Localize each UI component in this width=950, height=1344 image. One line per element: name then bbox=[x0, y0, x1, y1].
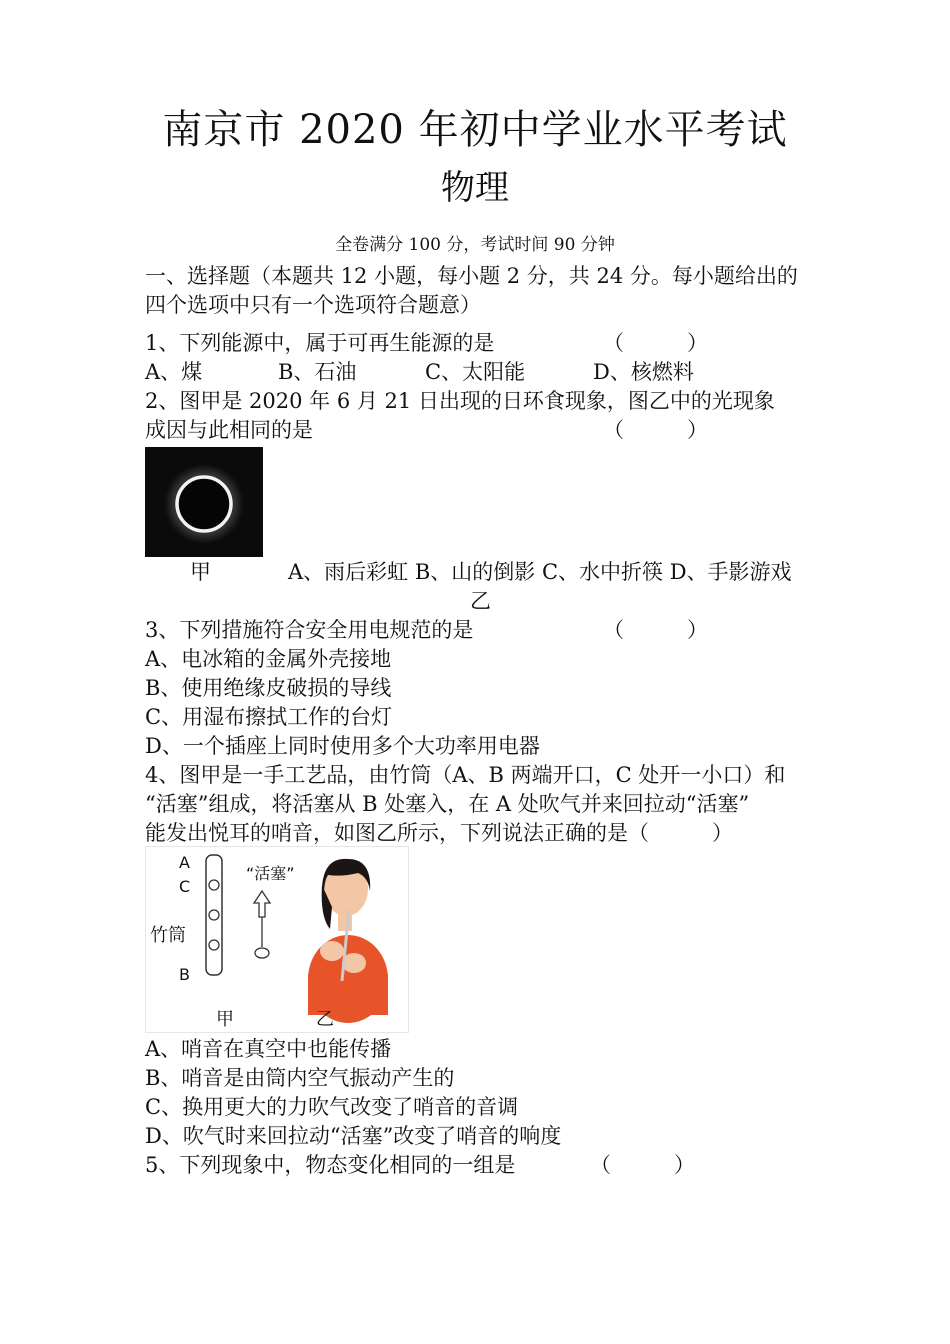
label-b: B bbox=[179, 965, 190, 984]
q4-option-b: B、哨音是由筒内空气振动产生的 bbox=[145, 1066, 455, 1090]
q2-stem-line2: 成因与此相同的是 bbox=[145, 418, 313, 442]
q4-stem-line3: 能发出悦耳的哨音，如图乙所示，下列说法正确的是（ ） bbox=[145, 821, 733, 845]
section-heading-line1: 一、选择题（本题共 12 小题，每小题 2 分，共 24 分。每小题给出的 bbox=[145, 264, 798, 288]
section-heading-line2: 四个选项中只有一个选项符合题意） bbox=[145, 293, 481, 317]
q4-stem-line1: 4、图甲是一手工艺品，由竹筒（A、B 两端开口，C 处开一小口）和 bbox=[145, 763, 786, 787]
q2-answer-paren: （ ） bbox=[603, 418, 708, 442]
label-a: A bbox=[179, 853, 190, 872]
bamboo-whistle-figure bbox=[145, 846, 409, 1033]
label-piston: “活塞” bbox=[246, 864, 295, 883]
exam-subject: 物理 bbox=[441, 168, 509, 208]
q1-option-b: B、石油 bbox=[278, 360, 357, 384]
q3-stem: 3、下列措施符合安全用电规范的是 bbox=[145, 618, 474, 642]
q1-option-d: D、核燃料 bbox=[593, 360, 694, 384]
q3-option-b: B、使用绝缘皮破损的导线 bbox=[145, 676, 392, 700]
annular-eclipse-image bbox=[145, 447, 263, 557]
q3-option-a: A、电冰箱的金属外壳接地 bbox=[145, 647, 392, 671]
q1-option-c: C、太阳能 bbox=[425, 360, 526, 384]
label-tube: 竹筒 bbox=[150, 925, 186, 946]
caption-jia: 甲 bbox=[216, 1009, 234, 1030]
q3-option-c: C、用湿布擦拭工作的台灯 bbox=[145, 705, 393, 729]
exam-title: 南京市 2020 年初中学业水平考试 bbox=[162, 107, 788, 153]
q5-answer-paren: （ ） bbox=[590, 1153, 695, 1177]
caption-yi: 乙 bbox=[316, 1009, 334, 1030]
q2-options: A、雨后彩虹 B、山的倒影 C、水中折筷 D、手影游戏 bbox=[288, 560, 792, 584]
q5-stem: 5、下列现象中，物态变化相同的一组是 bbox=[145, 1153, 516, 1177]
q1-answer-paren: （ ） bbox=[603, 331, 708, 355]
q4-option-d: D、吹气时来回拉动“活塞”改变了哨音的响度 bbox=[145, 1124, 562, 1148]
label-c: C bbox=[179, 877, 191, 896]
q2-stem-line1: 2、图甲是 2020 年 6 月 21 日出现的日环食现象，图乙中的光现象 bbox=[145, 389, 775, 413]
q4-option-a: A、哨音在真空中也能传播 bbox=[145, 1037, 392, 1061]
q3-answer-paren: （ ） bbox=[603, 618, 708, 642]
q3-option-d: D、一个插座上同时使用多个大功率用电器 bbox=[145, 734, 540, 758]
q1-stem: 1、下列能源中，属于可再生能源的是 bbox=[145, 331, 495, 355]
q2-caption-yi: 乙 bbox=[470, 589, 491, 613]
q4-option-c: C、换用更大的力吹气改变了哨音的音调 bbox=[145, 1095, 519, 1119]
exam-note: 全卷满分 100 分，考试时间 90 分钟 bbox=[335, 235, 615, 255]
q4-stem-line2: “活塞”组成，将活塞从 B 处塞入，在 A 处吹气并来回拉动“活塞” bbox=[145, 792, 750, 816]
q2-caption-jia: 甲 bbox=[190, 560, 211, 584]
q1-option-a: A、煤 bbox=[145, 360, 203, 384]
